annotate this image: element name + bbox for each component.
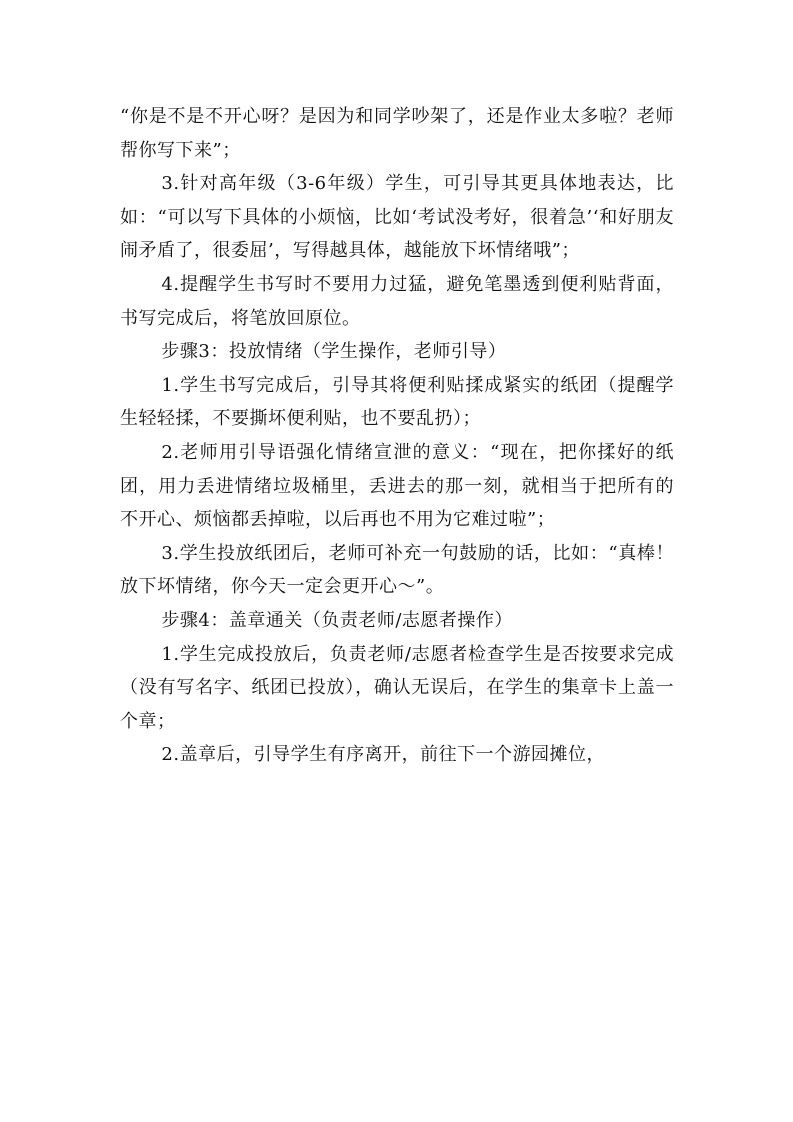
heading-step3: 步骤3：投放情绪（学生操作，老师引导） (161, 341, 507, 363)
paragraph-step4-item1: 1.学生完成投放后，负责老师/志愿者检查学生是否按要求完成（没有写名字、纸团已投放），确认无误后，在学生的集章卡上盖一个章； (120, 643, 674, 732)
heading-step4: 步骤4：盖章通关（负责老师/志愿者操作） (161, 609, 513, 631)
paragraph-step2-item4: 4.提醒学生书写时不要用力过猛，避免笔墨透到便利贴背面，书写完成后，将笔放回原位。 (120, 273, 674, 329)
paragraph-step3-item3: 3.学生投放纸团后，老师可补充一句鼓励的话，比如：“真棒！放下坏情绪，你今天一定会更开心～”。 (120, 542, 674, 598)
paragraph-step2-item3: 3.针对高年级（3-6年级）学生，可引导其更具体地表达，比如：“可以写下具体的小烦恼，比如‘考试没考好，很着急’‘和好朋友闹矛盾了，很委屈’，写得越具体，越能放下坏情绪哦”； (120, 173, 674, 262)
document-body (120, 100, 674, 772)
paragraph-step4-item2: 2.盖章后，引导学生有序离开，前往下一个游园摊位， (161, 744, 606, 766)
paragraph-continuation: “你是不是不开心呀？是因为和同学吵架了，还是作业太多啦？老师帮你写下来”； (120, 106, 674, 161)
paragraph-step3-item2: 2.老师用引导语强化情绪宣泄的意义：“现在，把你揉好的纸团，用力丢进情绪垃圾桶里，丢进去的那一刻，就相当于把所有的不开心、烦恼都丢掉啦，以后再也不用为它难过啦”； (120, 441, 674, 531)
paragraph-step3-item1: 1.学生书写完成后，引导其将便利贴揉成紧实的纸团（提醒学生轻轻揉，不要撕坏便利贴，也不要乱扔）； (120, 374, 674, 430)
